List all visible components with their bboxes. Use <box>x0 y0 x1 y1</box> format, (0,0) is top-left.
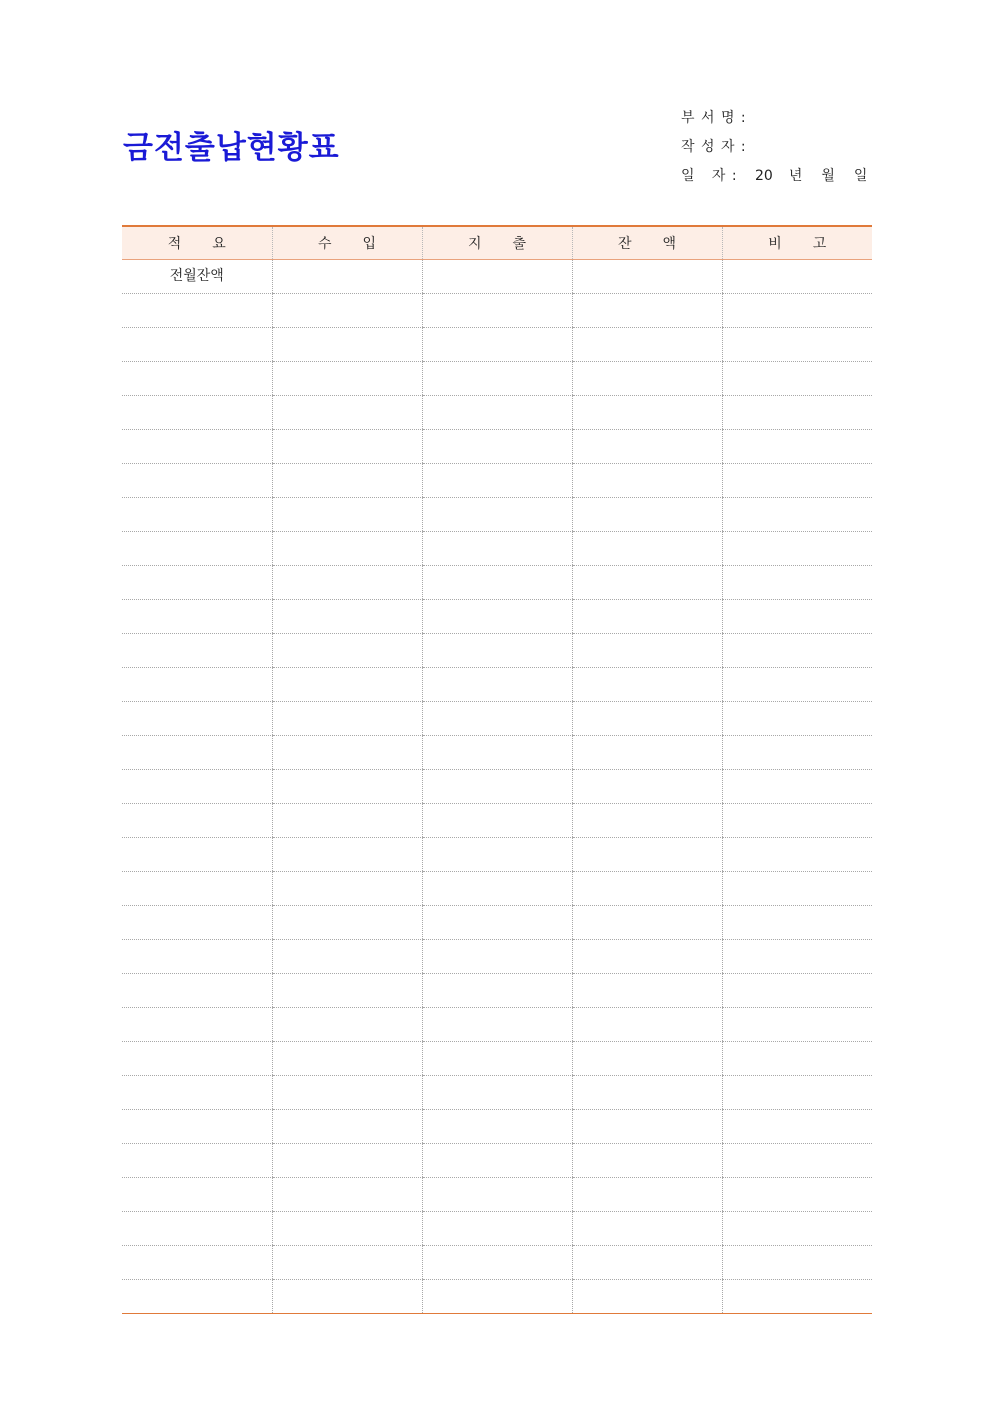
cell-expense[interactable] <box>422 1246 572 1280</box>
table-body <box>122 260 872 1314</box>
cell-income[interactable] <box>272 430 422 464</box>
cell-balance[interactable] <box>572 770 722 804</box>
cell-expense[interactable] <box>422 430 572 464</box>
cell-income[interactable] <box>272 1008 422 1042</box>
cell-summary[interactable] <box>122 430 272 464</box>
cell-summary[interactable] <box>122 600 272 634</box>
cell-balance[interactable] <box>572 1008 722 1042</box>
date-row <box>681 162 886 191</box>
date-label: 일 자 : <box>681 168 738 184</box>
cell-remarks[interactable] <box>722 566 872 600</box>
cell-summary[interactable] <box>122 396 272 430</box>
cell-balance[interactable] <box>572 430 722 464</box>
header-expense: 지 출 <box>422 226 572 260</box>
cell-remarks[interactable] <box>722 702 872 736</box>
cell-remarks[interactable] <box>722 668 872 702</box>
cell-remarks[interactable] <box>722 770 872 804</box>
cell-expense[interactable] <box>422 328 572 362</box>
cell-summary[interactable] <box>122 634 272 668</box>
cell-summary[interactable] <box>122 974 272 1008</box>
cell-remarks[interactable] <box>722 974 872 1008</box>
cell-income[interactable] <box>272 328 422 362</box>
cell-income[interactable] <box>272 396 422 430</box>
table-row <box>122 1076 872 1110</box>
cell-summary[interactable] <box>122 1212 272 1246</box>
cell-income[interactable] <box>272 1110 422 1144</box>
cell-balance[interactable] <box>572 804 722 838</box>
table-row <box>122 328 872 362</box>
cell-expense[interactable] <box>422 974 572 1008</box>
cell-remarks[interactable] <box>722 328 872 362</box>
table-row <box>122 566 872 600</box>
cell-balance[interactable] <box>572 498 722 532</box>
document-title: 금전출납현황표 <box>123 130 340 166</box>
cell-balance[interactable] <box>572 1144 722 1178</box>
table-row <box>122 702 872 736</box>
table-row <box>122 260 872 294</box>
cell-income[interactable] <box>272 838 422 872</box>
cell-summary[interactable] <box>122 1144 272 1178</box>
cell-expense[interactable] <box>422 736 572 770</box>
table-row <box>122 940 872 974</box>
cell-expense[interactable] <box>422 532 572 566</box>
table-row <box>122 1144 872 1178</box>
cell-summary[interactable] <box>122 566 272 600</box>
cell-summary[interactable] <box>122 328 272 362</box>
cell-remarks[interactable] <box>722 838 872 872</box>
cell-summary[interactable] <box>122 1042 272 1076</box>
header-balance: 잔 액 <box>572 226 722 260</box>
cell-balance[interactable] <box>572 1212 722 1246</box>
cell-income[interactable] <box>272 1212 422 1246</box>
cell-summary[interactable] <box>122 940 272 974</box>
cell-balance[interactable] <box>572 532 722 566</box>
table-row <box>122 634 872 668</box>
cell-income[interactable] <box>272 872 422 906</box>
cell-balance[interactable] <box>572 838 722 872</box>
cell-income[interactable] <box>272 702 422 736</box>
cell-summary[interactable] <box>122 668 272 702</box>
table-row <box>122 396 872 430</box>
cell-income[interactable] <box>272 1246 422 1280</box>
table-row <box>122 362 872 396</box>
date-day-unit: 일 <box>853 168 868 184</box>
cell-summary[interactable] <box>122 770 272 804</box>
cell-remarks[interactable] <box>722 1246 872 1280</box>
cell-expense[interactable] <box>422 770 572 804</box>
cell-expense[interactable] <box>422 1280 572 1314</box>
cell-summary[interactable] <box>122 872 272 906</box>
cell-income[interactable] <box>272 736 422 770</box>
cell-summary[interactable] <box>122 1280 272 1314</box>
cell-summary[interactable] <box>122 1246 272 1280</box>
cell-remarks[interactable] <box>722 1110 872 1144</box>
document-meta <box>681 104 886 191</box>
cell-remarks[interactable] <box>722 1280 872 1314</box>
cell-income[interactable] <box>272 1178 422 1212</box>
cell-summary[interactable] <box>122 294 272 328</box>
cell-balance[interactable] <box>572 294 722 328</box>
cell-balance[interactable] <box>572 1076 722 1110</box>
cell-income[interactable] <box>272 362 422 396</box>
cell-expense[interactable] <box>422 600 572 634</box>
cell-balance[interactable] <box>572 396 722 430</box>
cell-remarks[interactable] <box>722 260 872 294</box>
cell-balance[interactable] <box>572 1110 722 1144</box>
cell-expense[interactable] <box>422 1212 572 1246</box>
table-row <box>122 532 872 566</box>
cell-summary[interactable] <box>122 464 272 498</box>
table-row <box>122 1246 872 1280</box>
table-row <box>122 430 872 464</box>
cell-remarks[interactable] <box>722 498 872 532</box>
cash-ledger-table <box>122 225 872 1314</box>
cell-expense[interactable] <box>422 940 572 974</box>
date-value <box>755 162 886 191</box>
cell-balance[interactable] <box>572 1042 722 1076</box>
table-row <box>122 872 872 906</box>
author-label: 작 성 자 : <box>681 139 747 155</box>
date-year-unit: 년 <box>788 168 803 184</box>
cell-expense[interactable] <box>422 1008 572 1042</box>
table-row <box>122 1008 872 1042</box>
cell-income[interactable] <box>272 600 422 634</box>
table-row <box>122 770 872 804</box>
author-row <box>681 133 886 162</box>
cell-summary[interactable] <box>122 1178 272 1212</box>
cell-expense[interactable] <box>422 260 572 294</box>
cell-balance[interactable] <box>572 1178 722 1212</box>
cell-income[interactable] <box>272 1280 422 1314</box>
cell-remarks[interactable] <box>722 804 872 838</box>
cell-summary[interactable] <box>122 804 272 838</box>
table-row <box>122 736 872 770</box>
cell-expense[interactable] <box>422 906 572 940</box>
table-row <box>122 600 872 634</box>
cell-summary[interactable] <box>122 838 272 872</box>
cell-remarks[interactable] <box>722 736 872 770</box>
cell-remarks[interactable] <box>722 1144 872 1178</box>
cell-balance[interactable] <box>572 260 722 294</box>
cell-remarks[interactable] <box>722 294 872 328</box>
cell-income[interactable] <box>272 532 422 566</box>
cell-expense[interactable] <box>422 464 572 498</box>
cell-balance[interactable] <box>572 362 722 396</box>
cell-balance[interactable] <box>572 464 722 498</box>
cell-remarks[interactable] <box>722 600 872 634</box>
cell-summary[interactable] <box>122 1076 272 1110</box>
cell-summary[interactable] <box>122 532 272 566</box>
cell-summary[interactable] <box>122 1008 272 1042</box>
cell-balance[interactable] <box>572 600 722 634</box>
table-row <box>122 974 872 1008</box>
department-label: 부 서 명 : <box>681 110 747 126</box>
table-row <box>122 1110 872 1144</box>
table-row <box>122 1280 872 1314</box>
cell-income[interactable] <box>272 566 422 600</box>
cell-summary[interactable] <box>122 260 272 294</box>
cell-expense[interactable] <box>422 1144 572 1178</box>
cell-remarks[interactable] <box>722 464 872 498</box>
cell-balance[interactable] <box>572 668 722 702</box>
header-summary: 적 요 <box>122 226 272 260</box>
cell-income[interactable] <box>272 974 422 1008</box>
cell-income[interactable] <box>272 498 422 532</box>
cell-income[interactable] <box>272 668 422 702</box>
cell-remarks[interactable] <box>722 906 872 940</box>
cell-balance[interactable] <box>572 940 722 974</box>
cell-balance[interactable] <box>572 736 722 770</box>
cell-income[interactable] <box>272 1076 422 1110</box>
cell-summary[interactable] <box>122 498 272 532</box>
previous-balance-label: 전월잔액 <box>169 268 224 284</box>
cell-remarks[interactable] <box>722 396 872 430</box>
cell-income[interactable] <box>272 906 422 940</box>
date-year-prefix: 20 <box>755 168 773 184</box>
cell-income[interactable] <box>272 634 422 668</box>
cell-balance[interactable] <box>572 1246 722 1280</box>
table-row <box>122 1178 872 1212</box>
cell-balance[interactable] <box>572 974 722 1008</box>
header-income: 수 입 <box>272 226 422 260</box>
cell-expense[interactable] <box>422 362 572 396</box>
cell-balance[interactable] <box>572 906 722 940</box>
cell-expense[interactable] <box>422 1042 572 1076</box>
cell-remarks[interactable] <box>722 1212 872 1246</box>
cell-balance[interactable] <box>572 566 722 600</box>
cell-expense[interactable] <box>422 668 572 702</box>
cell-expense[interactable] <box>422 634 572 668</box>
department-row <box>681 104 886 133</box>
cell-remarks[interactable] <box>722 362 872 396</box>
cell-summary[interactable] <box>122 736 272 770</box>
table-row <box>122 1212 872 1246</box>
cell-summary[interactable] <box>122 1110 272 1144</box>
cell-expense[interactable] <box>422 702 572 736</box>
cell-income[interactable] <box>272 804 422 838</box>
cell-balance[interactable] <box>572 1280 722 1314</box>
cell-expense[interactable] <box>422 838 572 872</box>
table-row <box>122 804 872 838</box>
cell-remarks[interactable] <box>722 1008 872 1042</box>
cell-remarks[interactable] <box>722 1178 872 1212</box>
cell-remarks[interactable] <box>722 634 872 668</box>
table-row <box>122 294 872 328</box>
table-row <box>122 906 872 940</box>
cell-summary[interactable] <box>122 906 272 940</box>
table-row <box>122 838 872 872</box>
table-row <box>122 668 872 702</box>
cell-summary[interactable] <box>122 362 272 396</box>
cell-balance[interactable] <box>572 872 722 906</box>
cell-remarks[interactable] <box>722 1076 872 1110</box>
cell-expense[interactable] <box>422 804 572 838</box>
cell-expense[interactable] <box>422 294 572 328</box>
cell-income[interactable] <box>272 1042 422 1076</box>
cell-balance[interactable] <box>572 702 722 736</box>
cell-remarks[interactable] <box>722 430 872 464</box>
table-row <box>122 464 872 498</box>
cell-expense[interactable] <box>422 1110 572 1144</box>
cell-expense[interactable] <box>422 872 572 906</box>
date-month-unit: 월 <box>821 168 835 184</box>
cell-income[interactable] <box>272 1144 422 1178</box>
cell-expense[interactable] <box>422 1076 572 1110</box>
table-row <box>122 498 872 532</box>
cell-income[interactable] <box>272 464 422 498</box>
cell-remarks[interactable] <box>722 872 872 906</box>
cell-summary[interactable] <box>122 702 272 736</box>
cell-expense[interactable] <box>422 566 572 600</box>
cell-balance[interactable] <box>572 634 722 668</box>
cell-income[interactable] <box>272 260 422 294</box>
cell-expense[interactable] <box>422 1178 572 1212</box>
cell-income[interactable] <box>272 770 422 804</box>
cell-expense[interactable] <box>422 498 572 532</box>
cell-expense[interactable] <box>422 396 572 430</box>
header-remarks: 비 고 <box>722 226 872 260</box>
table-header-row <box>122 226 872 260</box>
cell-balance[interactable] <box>572 328 722 362</box>
cell-income[interactable] <box>272 294 422 328</box>
cell-remarks[interactable] <box>722 1042 872 1076</box>
cell-remarks[interactable] <box>722 532 872 566</box>
table-row <box>122 1042 872 1076</box>
cell-remarks[interactable] <box>722 940 872 974</box>
cell-income[interactable] <box>272 940 422 974</box>
